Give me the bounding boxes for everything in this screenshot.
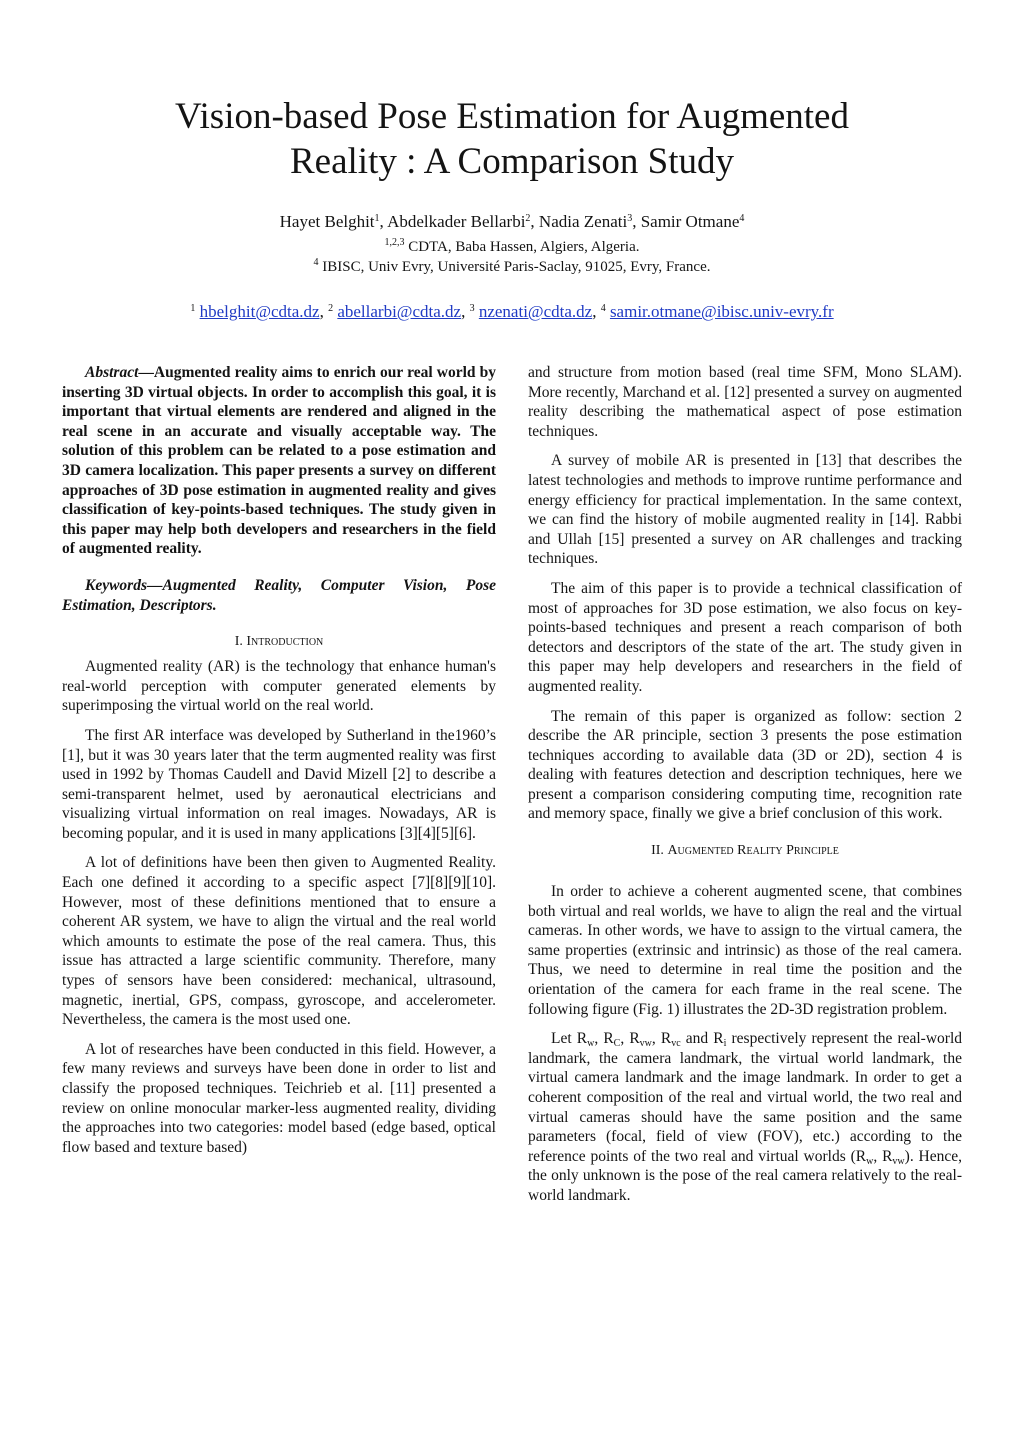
keywords: Keywords—Augmented Reality, Computer Vision, Pose Estimation, Descriptors.	[62, 576, 496, 614]
text-run: , R	[594, 1030, 614, 1048]
email-link[interactable]: nzenati@cdta.dz	[478, 302, 593, 321]
email-link[interactable]: hbelghit@cdta.dz	[199, 302, 320, 321]
email-link[interactable]: abellarbi@cdta.dz	[337, 302, 462, 321]
affiliation-cdta	[0, 237, 1024, 257]
abstract-lead: Abstract	[85, 364, 139, 381]
affiliation-sup: 1,2,3	[384, 237, 405, 248]
author-sup: 1	[374, 213, 380, 224]
subscript: vw	[639, 1038, 652, 1050]
section-title: Augmented Reality Principle	[667, 843, 839, 859]
intro-paragraph: Augmented reality (AR) is the technology that enhance human's real-world perception with computer generated elements by superimposing the virtual world on the real world.	[62, 658, 496, 715]
section-title: Introduction	[246, 634, 324, 650]
landmarks-paragraph	[528, 1029, 962, 1205]
author-name: Nadia Zenati	[538, 212, 628, 231]
subscript: vw	[892, 1155, 905, 1167]
subscript: i	[723, 1038, 727, 1050]
affiliation-ibisc	[0, 257, 1024, 277]
text-run: , R	[873, 1147, 893, 1165]
author-sup: 4	[739, 213, 745, 224]
subscript: w	[866, 1155, 874, 1167]
text-run: Let R	[551, 1030, 588, 1048]
continued-paragraph: and structure from motion based (real time SFM, Mono SLAM). More recently, Marchand et al. [12] presented a survey on augmented reality describing the mathematical aspect of pose estimation techniques.	[528, 364, 962, 440]
left-column	[62, 363, 496, 1167]
author-name: Abdelkader Bellarbi	[387, 212, 526, 231]
paper-title	[0, 94, 1024, 184]
section-heading-ar-principle	[528, 841, 962, 860]
intro-paragraph: The aim of this paper is to provide a technical classification of most of approaches for 3D pose estimation, we also focus on key-points-based techniques and present a reach comparison of both detectors and descriptors of the state of the art. The study given in this paper may help developers and researchers in the field of augmented reality.	[528, 579, 962, 695]
text-run: and R	[680, 1030, 724, 1048]
intro-paragraph: The remain of this paper is organized as follow: section 2 describe the AR principle, section 3 presents the pose estimation techniques according to available data (3D or 2D), section 4 is dealing with features detection and description techniques, here we present a comparison considering computing time, recognition rate and memory space, finally we give a brief conclusion of this work.	[528, 707, 962, 823]
author-sup: 2	[525, 213, 531, 224]
ar-principle-paragraph: In order to achieve a coherent augmented scene, that combines both virtual and real worlds, we have to align the real and the virtual cameras. In other words, we have to assign to the virtual camera, the same properties (extrinsic and intrinsic) as those of the real camera. Thus, we need to determine in real time the position and the orientation of the camera for each frame in the real scene. The following figure (Fig. 1) illustrates the 2D-3D registration problem.	[528, 883, 962, 1018]
text-run: , R	[620, 1030, 640, 1048]
title-line-2: Reality : A Comparison Study	[289, 141, 735, 182]
abstract	[62, 363, 496, 559]
section-number: II.	[651, 843, 664, 859]
text-run: respectively represent the real-world landmark, the camera landmark, the virtual world landmark, the virtual camera landmark and the image landmark. In order to get a coherent composition of the real and virtual world, the two real and virtual cameras should have the same position and the same parameters (focal, field of view (FOV), etc.) according to the reference points of the two real and virtual worlds (R	[528, 1030, 963, 1165]
affiliation-text: CDTA, Baba Hassen, Algiers, Algeria.	[408, 239, 640, 255]
author-list: Hayet Belghit$^1$, Abdelkader Bellarbi$^2$, Nadia Zenati$^3$, Samir Otmane$^4$	[279, 212, 745, 231]
email-link[interactable]: samir.otmane@ibisc.univ-evry.fr	[609, 302, 834, 321]
right-column	[528, 363, 962, 1216]
intro-paragraph: A lot of researches have been conducted in this field. However, a few many reviews and surveys have been done in order to list and classify the proposed techniques. Teichrieb et al. [11] presented a review on online monocular marker-less augmented reality, dividing the approaches into two categories: model based (edge based, optical flow based and texture based)	[62, 1040, 496, 1156]
text-run: ). Hence, the only unknown is the pose of the real camera relatively to the real-world landmark.	[528, 1147, 963, 1204]
intro-paragraph: The first AR interface was developed by Sutherland in the1960’s [1], but it was 30 years later that the term augmented reality was first used in 1992 by Thomas Caudell and David Mizell [2] to describe a semi-transparent helmet, used by aeronautical electricians and visualizing virtual information on real images. Nowadays, AR is becoming popular, and it is used in many applications [3][4][5][6].	[62, 726, 496, 842]
email-sup: 1	[190, 303, 196, 314]
intro-paragraph: A lot of definitions have been then given to Augmented Reality. Each one defined it according to a specific aspect [7][8][9][10]. However, most of these definitions mentioned that to ensure a coherent AR system, we have to align the virtual and the real world which amounts to estimate the pose of the real camera. Thus, this issue has attracted a large scientific community. Therefore, many types of sensors have been considered: mechanical, ultrasound, magnetic, inertial, GPS, compass, gyroscope, and accelerometer. Nevertheless, the camera is the most used one.	[62, 854, 496, 1029]
email-sup: 2	[328, 303, 334, 314]
subscript: C	[613, 1038, 621, 1050]
text-run: , R	[651, 1030, 672, 1048]
section-heading-introduction	[62, 632, 496, 651]
email-list: $^1$ hbelghit@cdta.dz, $^2$ abellarbi@cdta.dz, $^3$ nzenati@cdta.dz, $^4$ samir.otmane@ibisc.univ-evry.fr	[190, 302, 834, 321]
subscript: vc	[671, 1038, 681, 1050]
subscript: w	[587, 1038, 595, 1050]
author-name: Samir Otmane	[640, 212, 740, 231]
author-sup: 3	[627, 213, 633, 224]
section-number: I.	[234, 634, 243, 650]
email-sup: 4	[600, 303, 606, 314]
affiliation-sup: 4	[313, 257, 319, 268]
section-spacer	[528, 866, 962, 882]
author-name: Hayet Belghit	[279, 212, 375, 231]
intro-paragraph: A survey of mobile AR is presented in [13] that describes the latest technologies and methods to improve runtime performance and energy efficiency for practical implementation. In the same context, we can find the history of mobile augmented reality in [14]. Rabbi and Ullah [15] presented a survey on AR challenges and tracking techniques.	[528, 452, 962, 568]
affiliation-text: IBISC, Univ Evry, Université Paris-Saclay, 91025, Evry, France.	[322, 259, 711, 275]
email-sup: 3	[469, 303, 475, 314]
abstract-text: Augmented reality aims to enrich our real world by inserting 3D virtual objects. In order to accomplish this goal, it is important that virtual elements are rendered and aligned in the real scene in an accurate and visually acceptable way. The solution of this problem can be related to a pose estimation and 3D camera localization. This paper presents a survey on different approaches of 3D pose estimation in augmented reality and gives classification of key-points-based techniques. The study given in this paper may help both developers and researchers in the field of augmented reality.	[62, 364, 496, 558]
abstract-dash: —	[138, 364, 154, 381]
title-line-1: Vision-based Pose Estimation for Augmented	[175, 96, 849, 137]
